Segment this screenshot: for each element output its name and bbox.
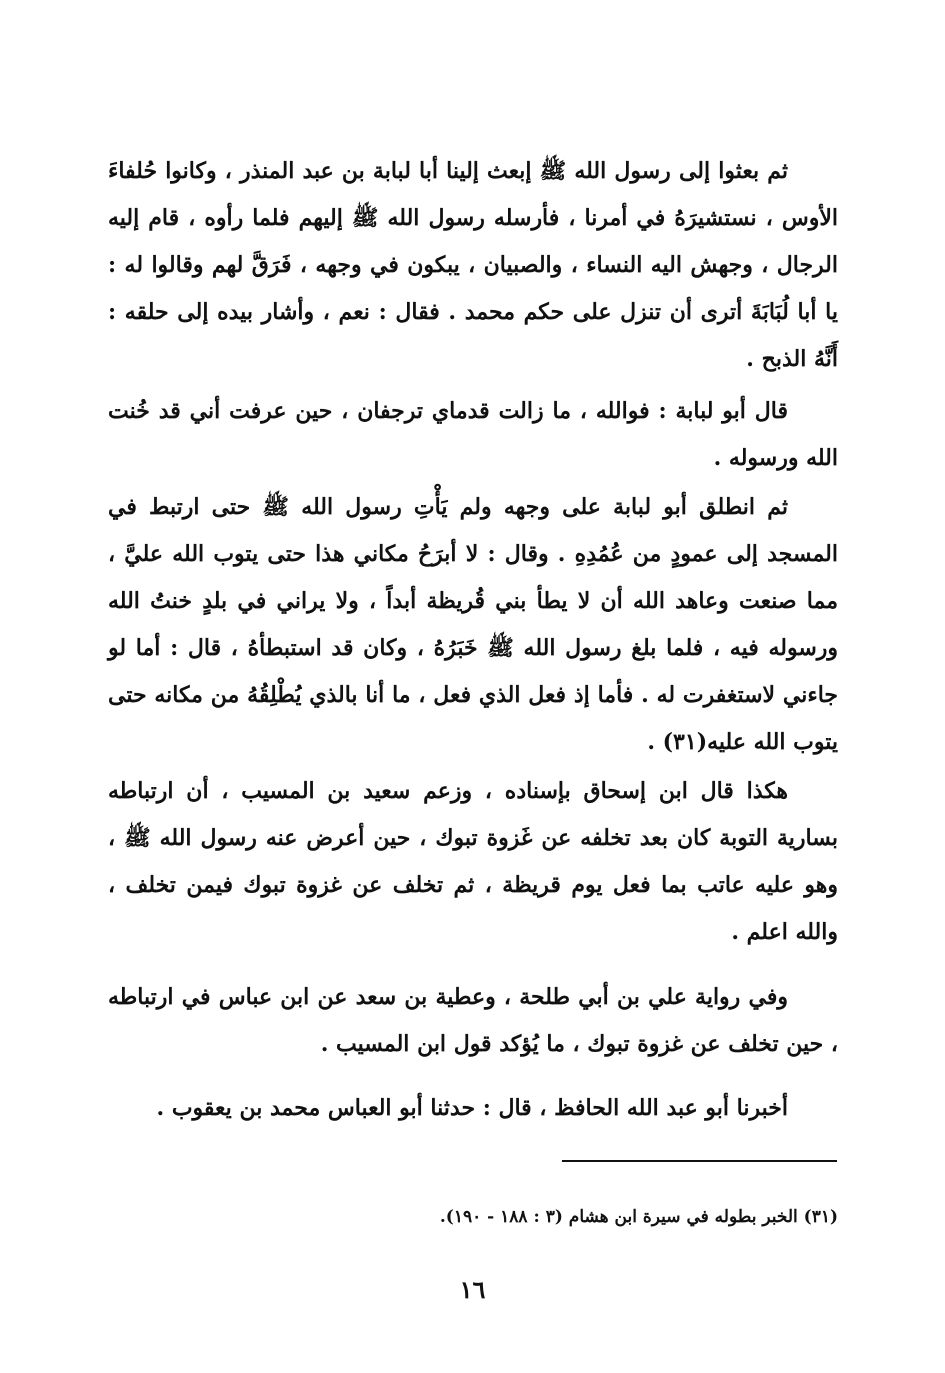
paragraph-2: قال أبو لبابة : فوالله ، ما زالت قدماي ترجفان ، حين عرفت أني قد خُنت الله ورسوله . (108, 398, 838, 471)
footnote: (٣١) الخبر بطوله في سيرة ابن هشام (٣ : ١٨٨ - ١٩٠). (439, 1207, 838, 1227)
paragraph-5: وفي رواية علي بن أبي طلحة ، وعطية بن سعد عن ابن عباس في ارتباطه ، حين تخلف عن غزوة تبوك ، ما يُؤكد قول ابن المسيب . (108, 984, 838, 1057)
paragraph-6: أخبرنا أبو عبد الله الحافظ ، قال : حدثنا أبو العباس محمد بن يعقوب . (156, 1095, 788, 1121)
page-number: ١٦ (459, 1275, 486, 1304)
footnote-divider (562, 1160, 837, 1162)
paragraph-1: ثم بعثوا إلى رسول الله ﷺ إبعث إلينا أبا لبابة بن عبد المنذر ، وكانوا حُلفاءَ الأوس ، نستشيرَهُ في أمرنا ، فأرسله رسول الله ﷺ إليهم فلما رأوه ، قام إليه الرجال ، وجهش اليه النساء ، والصبيان ، يبكون في وجهه ، فَرَقَّ لهم وقالوا له : يا أبا لُبَابَةَ أترى أن تنزل على حكم محمد . فقال : نعم ، وأشار بيده إلى حلقه : أَنَّهُ الذبح . (108, 158, 839, 372)
paragraph-4: هكذا قال ابن إسحاق بإسناده ، وزعم سعيد بن المسيب ، أن ارتباطه بسارية التوبة كان بعد تخلفه عن غَزوة تبوك ، حين أعرض عنه رسول الله ﷺ ، وهو عليه عاتب بما فعل يوم قريظة ، ثم تخلف عن غزوة تبوك فيمن تخلف ، والله اعلم . (108, 778, 838, 945)
paragraph-3: ثم انطلق أبو لبابة على وجهه ولم يَأْتِ رسول الله ﷺ حتى ارتبط في المسجد إلى عمودٍ من عُمُدِهِ . وقال : لا أبرَحُ مكاني هذا حتى يتوب الله عليَّ ، مما صنعت وعاهد الله أن لا يطأ بني قُريظة أبداً ، ولا يراني في بلدٍ خنتُ الله ورسوله فيه ، فلما بلغ رسول الله ﷺ خَبَرُهُ ، وكان قد استبطأهُ ، قال : أما لو جاءني لاستغفرت له . فأما إذ فعل الذي فعل ، ما أنا بالذي يُطْلِقُهُ من مكانه حتى يتوب الله عليه(٣١) . (108, 494, 839, 755)
